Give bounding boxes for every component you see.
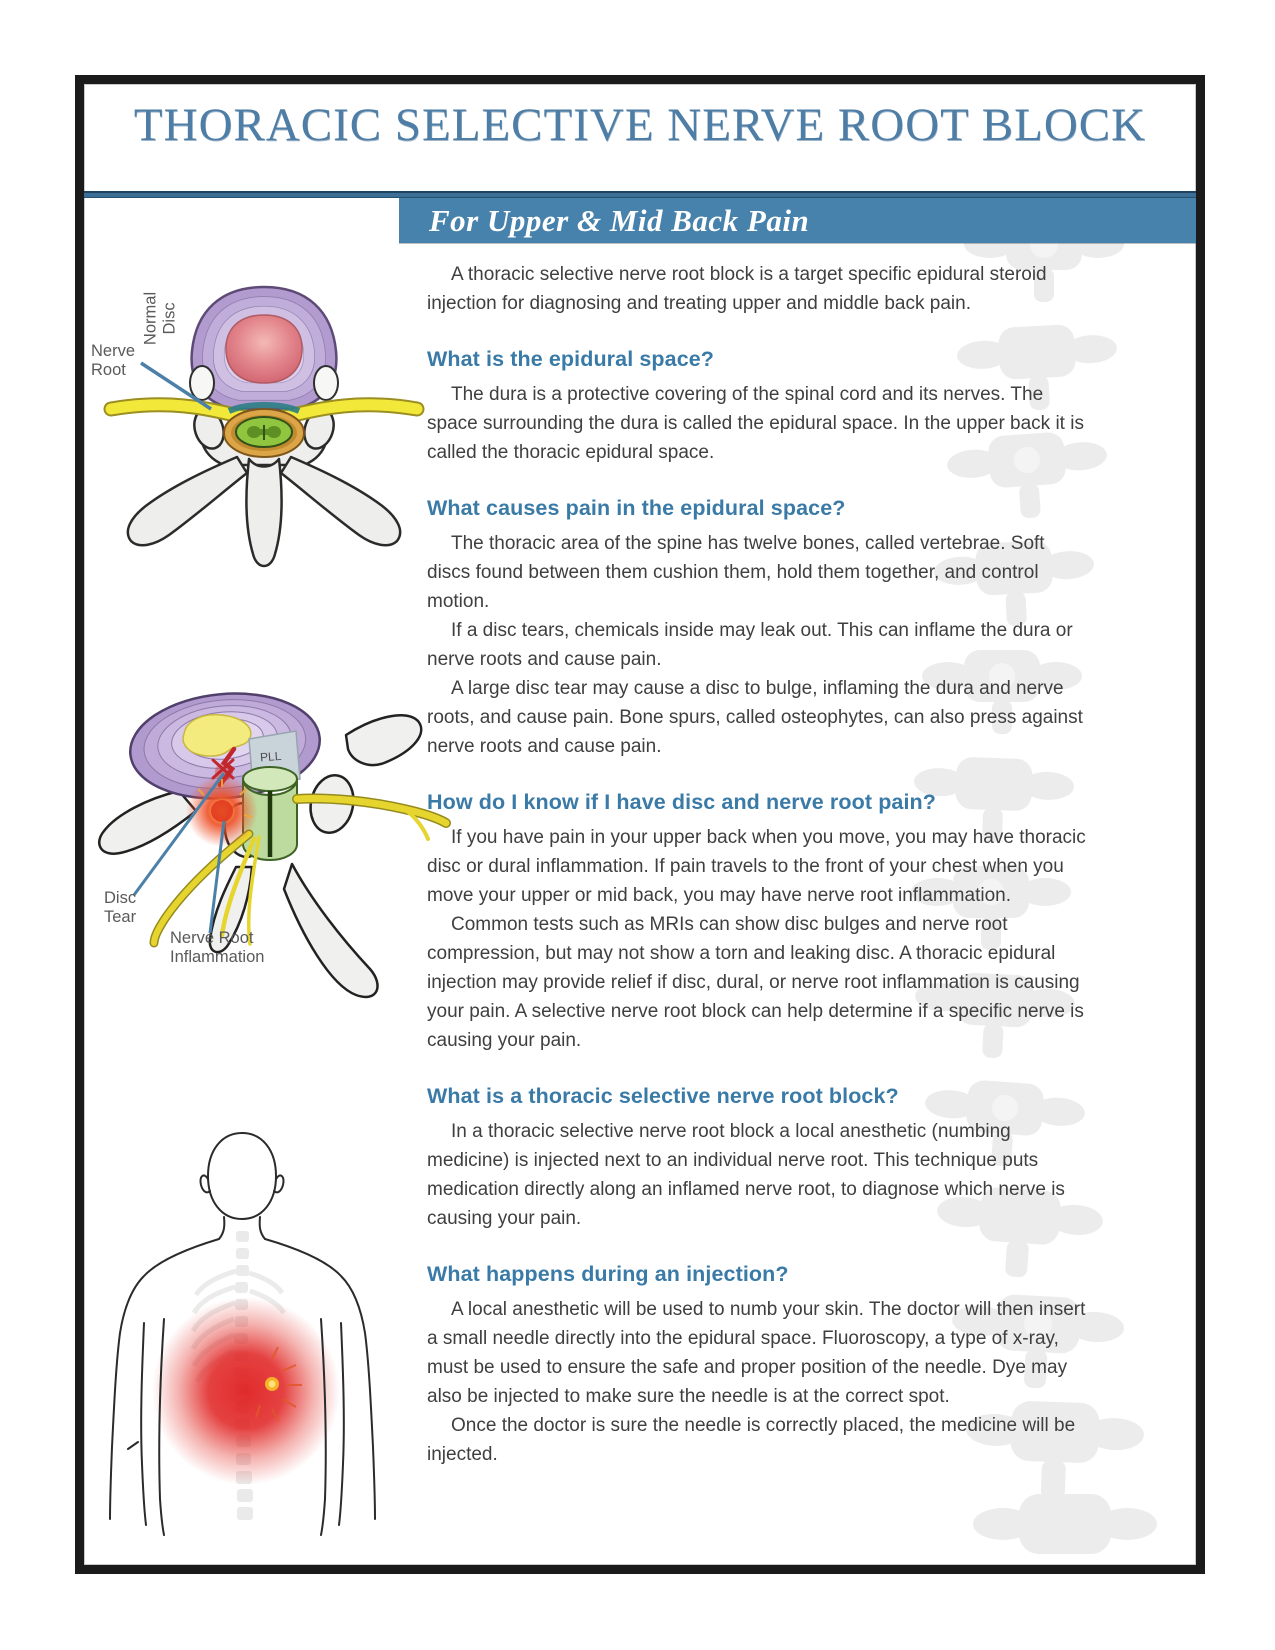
article-content bbox=[427, 260, 1090, 1469]
section-heading: What is the epidural space? bbox=[427, 347, 715, 371]
pll-label: PLL bbox=[259, 748, 282, 765]
subtitle-banner-text: For Upper & Mid Back Pain bbox=[429, 202, 810, 238]
figure-back-pain bbox=[104, 1119, 409, 1549]
page-content bbox=[84, 84, 1196, 1565]
section-paragraph: A large disc tear may cause a disc to bulge, inflaming the dura and nerve roots, and cause pain. Bone spurs, called osteophytes, can also press against nerve roots and cause pain. bbox=[427, 678, 1083, 757]
section-paragraph: A local anesthetic will be used to numb your skin. The doctor will then insert a small needle directly into the epidural space. Fluoroscopy, a type of x-ray, must be used to ensure the safe and proper position of the needle. Dye may also be injected to make sure the needle is at the correct spot. bbox=[427, 1299, 1086, 1407]
back-pain-illustration bbox=[104, 1119, 409, 1549]
section-paragraph: Common tests such as MRIs can show disc bulges and nerve root compression, but may not show a torn and leaking disc. A thoracic epidural injection may provide relief if disc, dural, or nerve root inflammation is causing your pain. A selective nerve root block can help determine if a specific nerve is causing your pain. bbox=[427, 914, 1084, 1051]
page-title: THORACIC SELECTIVE NERVE ROOT BLOCK bbox=[133, 99, 1147, 151]
section-heading: How do I know if I have disc and nerve root pain? bbox=[427, 790, 937, 814]
section-injection bbox=[427, 1260, 1090, 1469]
intro-paragraph: A thoracic selective nerve root block is a target specific epidural steroid injection for diagnosing and treating upper and middle back pain. bbox=[427, 264, 1047, 314]
subtitle-banner bbox=[399, 198, 1196, 243]
disc-nucleus bbox=[226, 315, 302, 383]
section-how-do-i-know bbox=[427, 788, 1090, 1055]
section-heading: What is a thoracic selective nerve root block? bbox=[427, 1084, 899, 1108]
disc-tear-label: Disc Tear bbox=[104, 889, 137, 927]
section-paragraph: If you have pain in your upper back when you move, you may have thoracic disc or dural inflammation. If pain travels to the front of your chest when you move your upper or mid back, you may have nerve root inflammation. bbox=[427, 827, 1086, 906]
section-what-is-block bbox=[427, 1082, 1090, 1233]
nerve-root-label: Nerve Root bbox=[91, 342, 136, 380]
section-heading: What happens during an injection? bbox=[427, 1262, 789, 1286]
figure-vertebra-disc-tear bbox=[84, 639, 454, 1039]
vertebra-axial-illustration bbox=[89, 259, 429, 589]
title-divider-rule bbox=[84, 191, 1196, 198]
figure-vertebra-axial bbox=[89, 259, 429, 589]
section-paragraph: The dura is a protective covering of the spinal cord and its nerves. The space surrounding the dura is called the epidural space. In the upper back it is called the thoracic epidural space. bbox=[427, 384, 1084, 463]
normal-disc-label: Normal Disc bbox=[141, 291, 179, 346]
pain-highlight bbox=[152, 1297, 340, 1485]
section-paragraph: The thoracic area of the spine has twelve bones, called vertebrae. Soft discs found between them cushion them, hold them together, and control motion. bbox=[427, 533, 1045, 612]
vertebra-tear-illustration bbox=[84, 639, 454, 1039]
section-epidural-space bbox=[427, 345, 1090, 467]
nerve-root-inflammation-label: Nerve Root Inflammation bbox=[170, 929, 265, 967]
section-paragraph: In a thoracic selective nerve root block a local anesthetic (numbing medicine) is injected next to an individual nerve root. This technique puts medication directly along an inflamed nerve root, to diagnose which nerve is causing your pain. bbox=[427, 1121, 1065, 1229]
section-heading: What causes pain in the epidural space? bbox=[427, 496, 846, 520]
page-frame bbox=[75, 75, 1205, 1574]
section-paragraph: Once the doctor is sure the needle is correctly placed, the medicine will be injected. bbox=[427, 1415, 1076, 1465]
section-pain-causes bbox=[427, 494, 1090, 761]
section-paragraph: If a disc tears, chemicals inside may leak out. This can inflame the dura or nerve roots and cause pain. bbox=[427, 620, 1073, 670]
